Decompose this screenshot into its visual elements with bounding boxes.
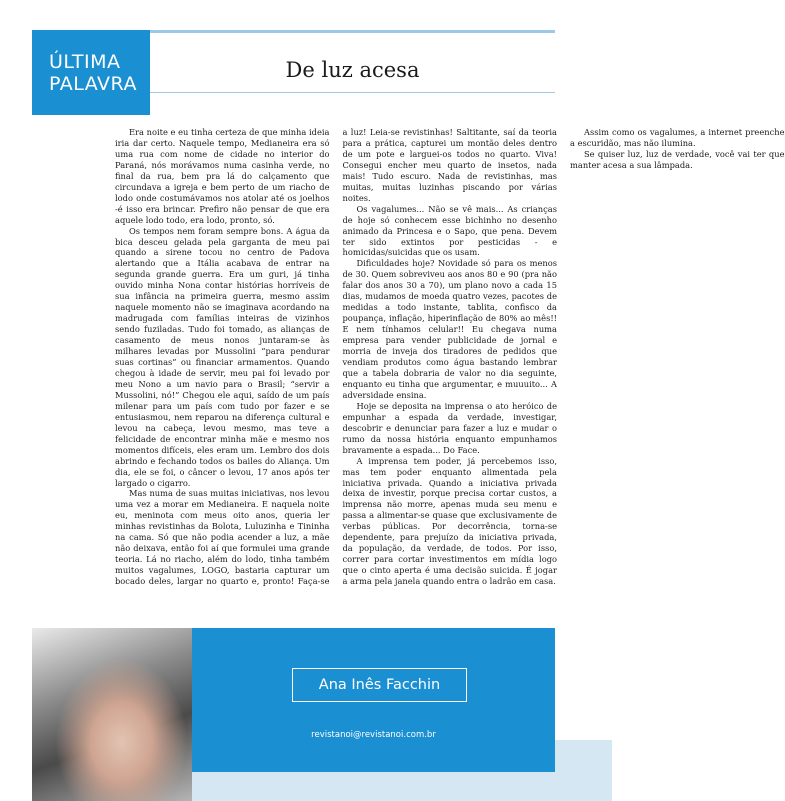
- section-tag-line-1: ÚLTIMA: [49, 51, 121, 73]
- author-photo: [32, 628, 192, 801]
- article-paragraph: Assim como os vagalumes, a internet preenche a escuridão, mas não ilumina.: [570, 127, 785, 148]
- footer-strip: [192, 772, 555, 801]
- author-name: Ana Inês Facchin: [292, 668, 467, 702]
- corner-strip: [555, 740, 612, 801]
- title-rule: [150, 92, 555, 93]
- page-title: De luz acesa: [285, 58, 420, 82]
- article-paragraph: Os vagalumes... Não se vê mais... As crianças de hoje só conhecem esse bichinho no desenho animado da Princesa e o Sapo, que pena. Devem ter sido extintos por pesticidas - e homicidas/suicidas que os usam.: [342, 203, 557, 258]
- article-paragraph: Se quiser luz, luz de verdade, você vai ter que manter acesa a sua lâmpada.: [570, 148, 785, 170]
- article-paragraph: Hoje se deposita na imprensa o ato heróico de empunhar a espada da verdade, investigar, descobrir e denunciar para fazer a luz e mudar o rumo da nossa história enquanto empunhamos bravamente a espada... Do Face.: [342, 400, 557, 455]
- article-paragraph: Mas numa de suas muitas iniciativas, nos levou uma vez a morar em Medianeira. E naquela noite eu, meninota com meus oito anos, queria ler minhas revistinhas da Bolota, Luluzinha e Tininha na cama. Só que não podia acender a luz, a mãe não deixava, então foi aí que formulei uma grande teoria. Lá no riacho, além do lodo, tinha também muitos vagalumes, LOGO, bastaria capturar um bocado deles, largar no quarto e, pronto! Faça-se a luz! Leia-se revistinhas! Saltitante, saí da teoria para a prática, capturei um montão deles dentro de um pote e larguei-os todos no quarto. Viva! Consegui encher meu quarto de insetos, nada mais! Tudo escuro. Nada de revistinhas, mas muitas, muitas luzinhas piscando por várias noites.: [115, 127, 557, 587]
- article-paragraph: Era noite e eu tinha certeza de que minha ideia iria dar certo. Naquele tempo, Medianeira era só uma rua com nome de cidade no interior do Paraná, nós morávamos numa casinha verde, no final da rua, bem pra lá do calçamento que circundava a igreja e bem perto de um riacho de lodo onde costumávamos nos atolar até os joelhos -é isso era brincar. Prefiro não pensar de que era aquele lodo todo, era lodo, pronto, só.: [115, 127, 330, 225]
- section-tag: [32, 30, 150, 115]
- article-body: [115, 127, 785, 592]
- article-paragraph: Os tempos nem foram sempre bons. A água da bica desceu gelada pela garganta de meu pai quando a sirene tocou no centro de Padova alertando que a Itália acabava de entrar na segunda grande guerra. Era um guri, já tinha ouvido minha Nona contar histórias horríveis de sua infância na primeira guerra, mesmo assim naquele momento não se imaginava acordando na madrugada com famílias inteiras de vizinhos sendo fuziladas. Tudo foi tomado, as alianças de casamento de meus nonos juntaram-se às milhares levadas por Mussolini “para pendurar suas cortinas” ou financiar armamentos. Quando chegou à idade de servir, meu pai foi levado por meu Nono a um navio para o Brasil; “servir a Mussolini, nó!” Chegou ele aqui, saído de um país milenar para um país com tudo por fazer e se entusiasmou, nem reparou na diferença cultural e levou na cabeça, levou mesmo, mas teve a felicidade de encontrar minha mãe e mesmo nos momentos difíceis, eles eram um. Lembro dos dois abrindo e fechando todos os bailes do Aliança. Um dia, ele se foi, o câncer o levou, 17 anos após ter largado o cigarro.: [115, 225, 330, 488]
- article-paragraph: A imprensa tem poder, já percebemos isso, mas tem poder enquanto alimentada pela iniciativa privada. Quando a iniciativa privada deixa de investir, porque precisa cortar custos, a imprensa não morre, apenas muda seu menu e passa a alimentar-se quase que exclusivamente de verbas públicas. Por decorrência, torna-se dependente, para prejuízo da iniciativa privada, da população, da verdade, de todos. Por isso, correr para cortar investimentos em mídia logo que o cinto aperta é uma decisão suicida. É jogar a arma pela janela quando entra o ladrão em casa.: [342, 455, 557, 587]
- author-email[interactable]: revistanoi@revistanoi.com.br: [311, 730, 436, 740]
- top-rule: [150, 30, 555, 33]
- section-tag-line-2: PALAVRA: [49, 73, 137, 95]
- article-paragraph: Dificuldades hoje? Novidade só para os menos de 30. Quem sobreviveu aos anos 80 e 90 (pra não falar dos anos 30 a 70), um plano novo a cada 15 dias, mudamos de moeda quatro vezes, pacotes de medidas a todo instante, tablita, confisco da poupança, inflação, hiperinflação de 80% ao mês!! E nem tínhamos celular!! Eu chegava numa empresa para vender publicidade de jornal e morria de inveja dos tiradores de pedidos que vendiam produtos como água bastando lembrar que a tabela dobraria de valor no dia seguinte, enquanto eu tinha que argumentar, e muuuito... A adversidade ensina.: [342, 258, 557, 400]
